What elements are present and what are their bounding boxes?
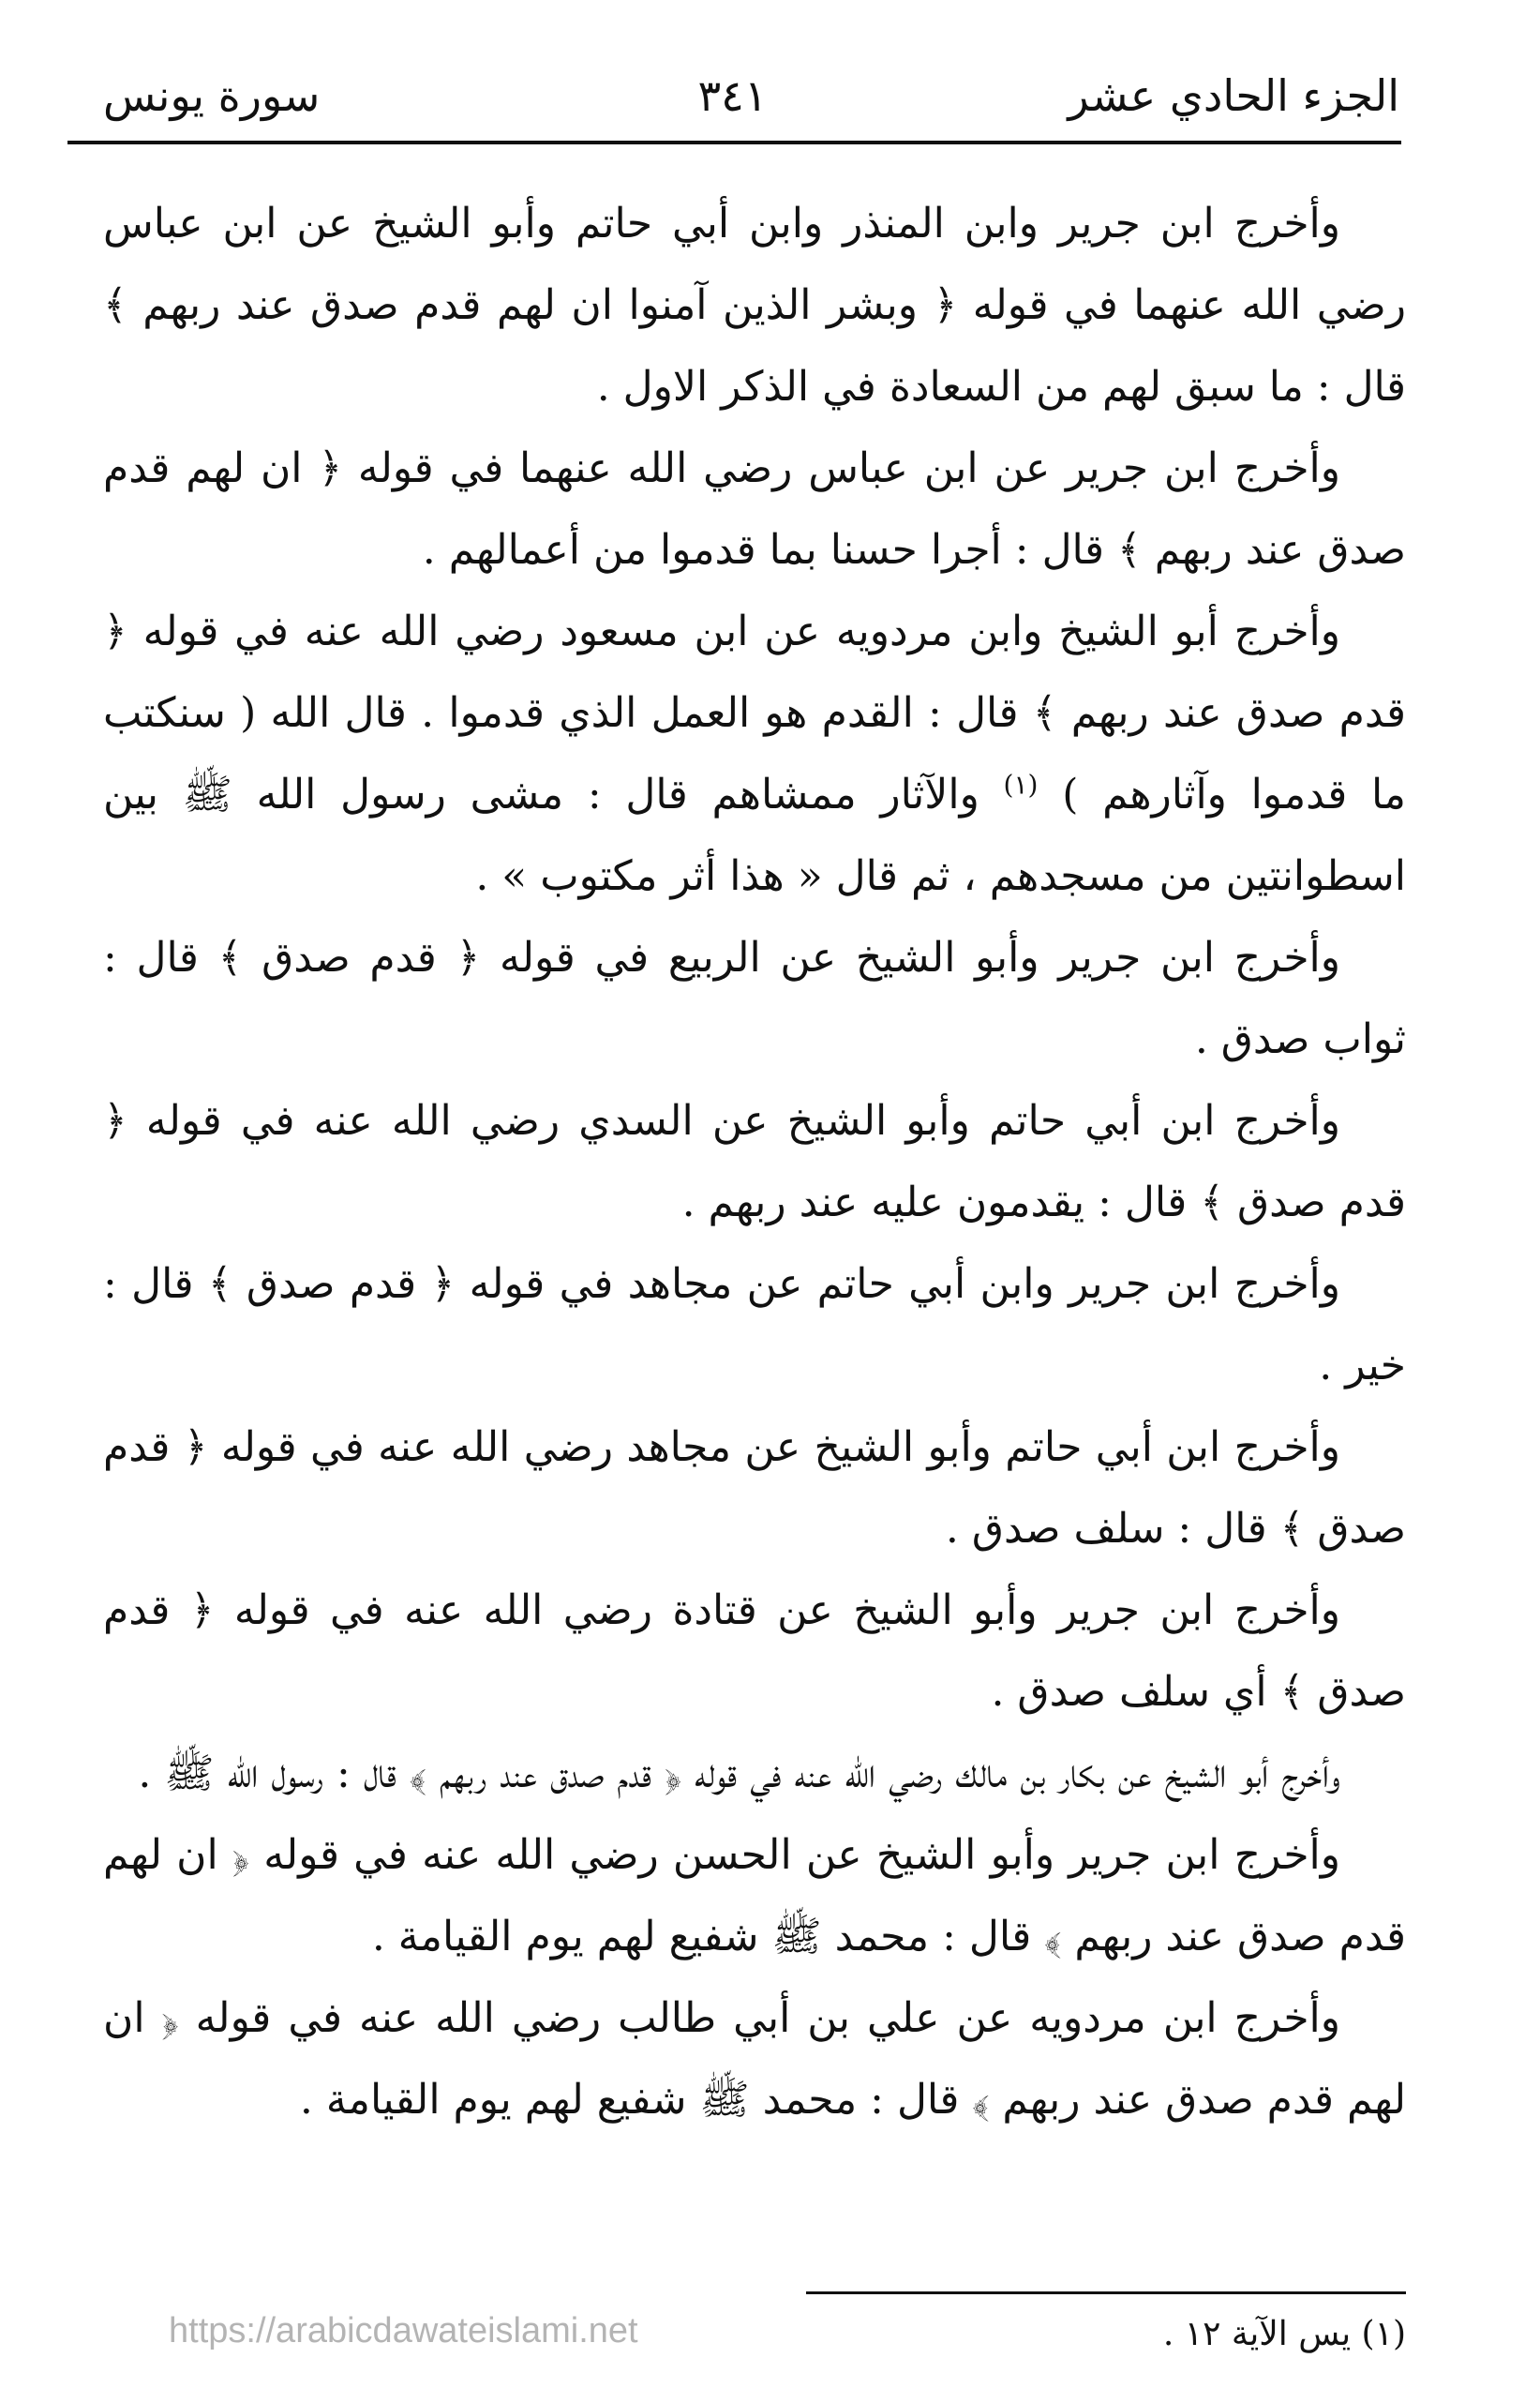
header-divider: [67, 141, 1401, 144]
paragraph: وأخرج ابن جرير وأبو الشيخ عن قتادة رضي الله عنه في قوله ﴿ قدم صدق ﴾ أي سلف صدق .: [103, 1586, 1406, 1716]
paragraph: وأخرج ابن جرير وابن أبي حاتم عن مجاهد في قوله ﴿ قدم صدق ﴾ قال : خير .: [103, 1260, 1406, 1389]
paragraph-with-footnote: [103, 591, 1406, 917]
watermark-url: https://arabicdawateislami.net: [169, 2311, 638, 2350]
footnote-marker: (١): [1003, 769, 1039, 801]
page-header: [66, 58, 1399, 133]
paragraph: وأخرج ابن أبي حاتم وأبو الشيخ عن مجاهد رضي الله عنه في قوله ﴿ قدم صدق ﴾ قال : سلف صدق .: [103, 1423, 1406, 1553]
surah-title: سورة يونس: [103, 70, 321, 121]
footnote: (١) يس الآية ١٢ .: [1162, 2315, 1406, 2353]
paragraph-text: وأخرج أبو الشيخ وابن مردويه عن ابن مسعود رضي الله عنه في قوله ﴿ قدم صدق عند ربهم ﴾ قال : القدم هو العمل الذي قدموا . قال الله ( سنكتب ما قدموا وآثارهم ): [103, 608, 1406, 819]
page-number: ٣٤١: [697, 70, 768, 121]
paragraph: وأخرج أبو الشيخ عن بكار بن مالك رضي الله عنه في قوله ﴿ قدم صدق عند ربهم ﴾ قال : رسول الله ﷺ .: [138, 1750, 1340, 1797]
page-body: [103, 183, 1406, 2140]
paragraph: وأخرج ابن جرير وأبو الشيخ عن الحسن رضي الله عنه في قوله ﴿ ان لهم قدم صدق عند ربهم ﴾ قال : محمد ﷺ شفيع لهم يوم القيامة .: [103, 1831, 1406, 1960]
paragraph: وأخرج ابن جرير عن ابن عباس رضي الله عنهما في قوله ﴿ ان لهم قدم صدق عند ربهم ﴾ قال : أجرا حسنا بما قدموا من أعمالهم .: [103, 444, 1406, 574]
footnote-divider: [806, 2291, 1406, 2294]
paragraph: وأخرج ابن مردويه عن علي بن أبي طالب رضي الله عنه في قوله ﴿ ان لهم قدم صدق عند ربهم ﴾ قال : محمد ﷺ شفيع لهم يوم القيامة .: [103, 1994, 1406, 2124]
paragraph: وأخرج ابن أبي حاتم وأبو الشيخ عن السدي رضي الله عنه في قوله ﴿ قدم صدق ﴾ قال : يقدمون عليه عند ربهم .: [103, 1097, 1406, 1226]
paragraph: وأخرج ابن جرير وأبو الشيخ عن الربيع في قوله ﴿ قدم صدق ﴾ قال : ثواب صدق .: [103, 934, 1406, 1063]
paragraph: وأخرج ابن جرير وابن المنذر وابن أبي حاتم وأبو الشيخ عن ابن عباس رضي الله عنهما في قوله ﴿ وبشر الذين آمنوا ان لهم قدم صدق عند ربهم ﴾ قال : ما سبق لهم من السعادة في الذكر الاول .: [103, 200, 1406, 411]
paragraph-text: والآثار ممشاهم قال : مشى رسول الله ﷺ بين اسطوانتين من مسجدهم ، ثم قال « هذا أثر مكتوب » .: [103, 771, 1406, 900]
volume-title: الجزء الحادي عشر: [1068, 70, 1399, 121]
